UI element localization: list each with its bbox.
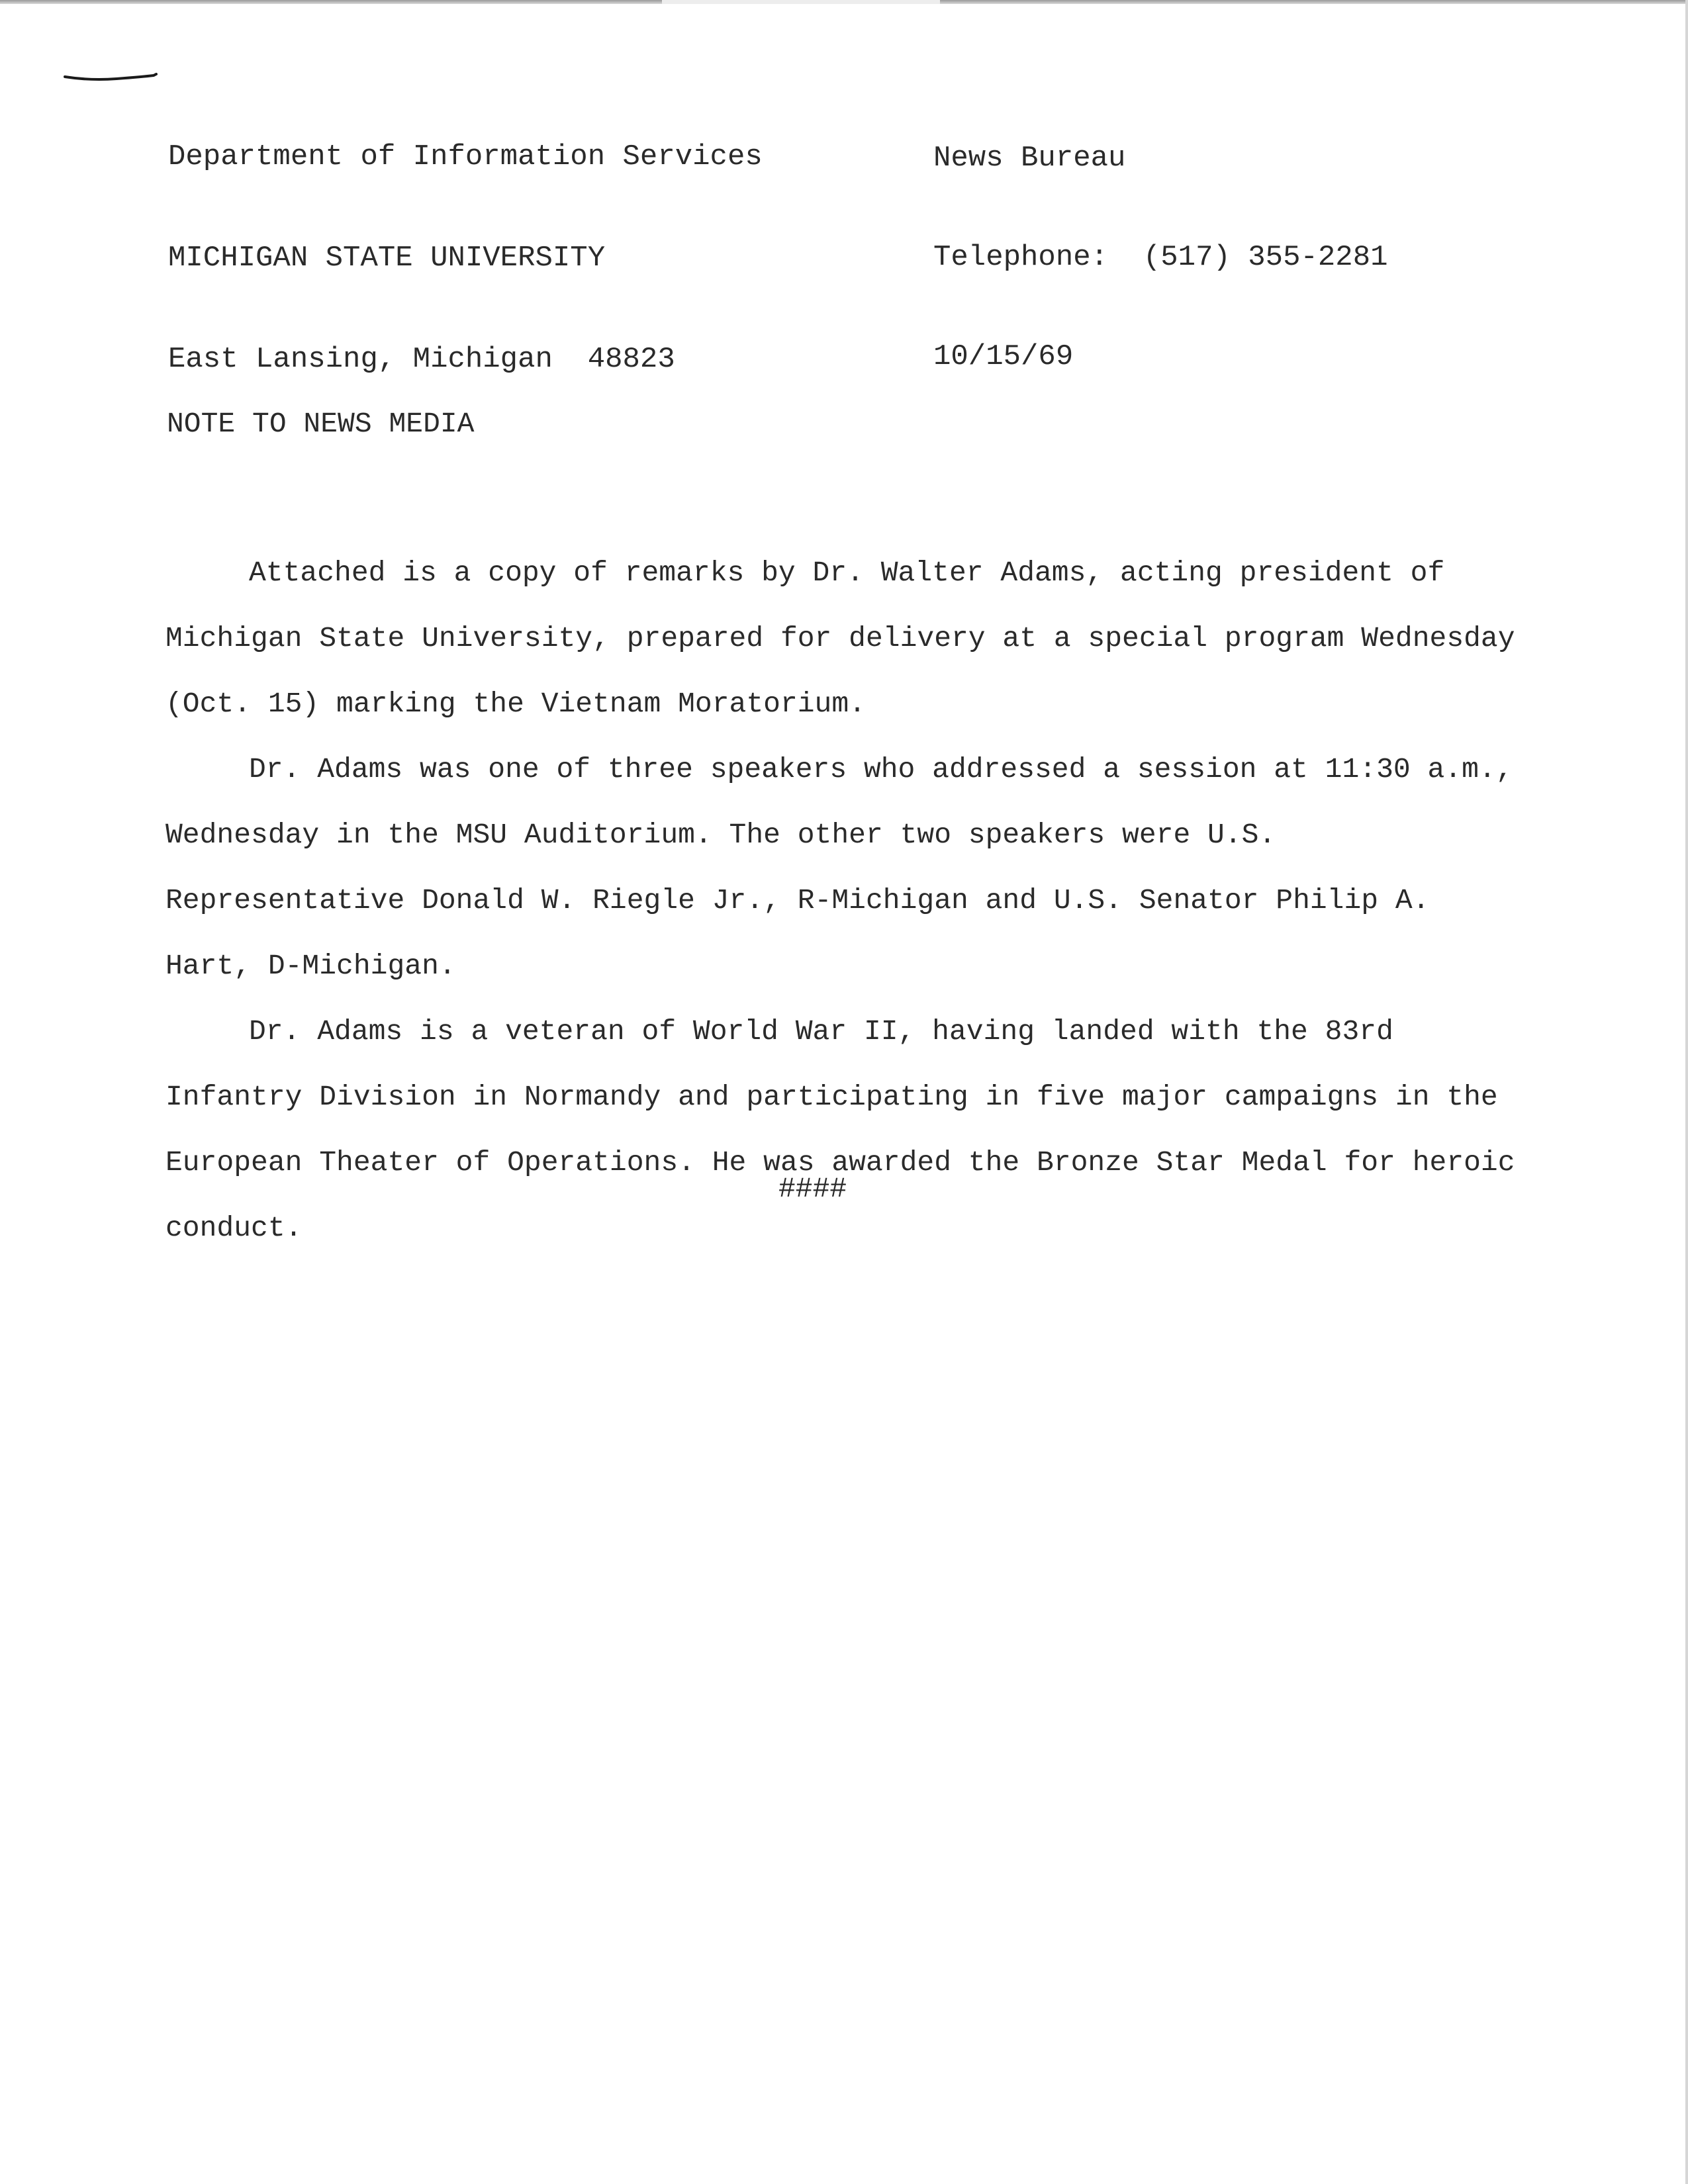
pen-stroke-mark [64, 73, 158, 83]
scan-edge-gap [662, 0, 940, 4]
department-name: Department of Information Services [168, 140, 763, 173]
paragraph-remarks: Attached is a copy of remarks by Dr. Walter Adams, acting president of Michigan State University, prepared for delivery at a special program Wednesday (Oct. 15) marking the Vietnam Moratorium. [165, 557, 1515, 720]
bureau-name: News Bureau [933, 142, 1126, 175]
paragraph-speakers: Dr. Adams was one of three speakers who addressed a session at 11:30 a.m., Wednesday in the MSU Auditorium. The other two speakers were U.S. Representative Donald W. Riegle Jr., R-Michigan and U.S. Senator Philip A. Hart, D-Michigan. [165, 753, 1513, 982]
note-heading: NOTE TO NEWS MEDIA [167, 408, 475, 440]
scan-edge-right [1685, 0, 1688, 2184]
letterhead-sender-block [168, 73, 763, 410]
end-mark: #### [778, 1173, 847, 1205]
paragraph-veteran: Dr. Adams is a veteran of World War II, having landed with the 83rd Infantry Division in Normandy and participating in five major campaigns in the European Theater of Operations. He was awarded the Bronze Star Medal for heroic conduct. [165, 1015, 1515, 1244]
sender-address: East Lansing, Michigan 48823 [168, 343, 675, 376]
scan-edge-top [0, 0, 1688, 4]
telephone-number: Telephone: (517) 355-2281 [933, 241, 1388, 274]
letterhead-contact-block [933, 75, 1388, 406]
body-text [165, 540, 1529, 1261]
document-date: 10/15/69 [933, 340, 1074, 373]
university-name: MICHIGAN STATE UNIVERSITY [168, 242, 606, 275]
